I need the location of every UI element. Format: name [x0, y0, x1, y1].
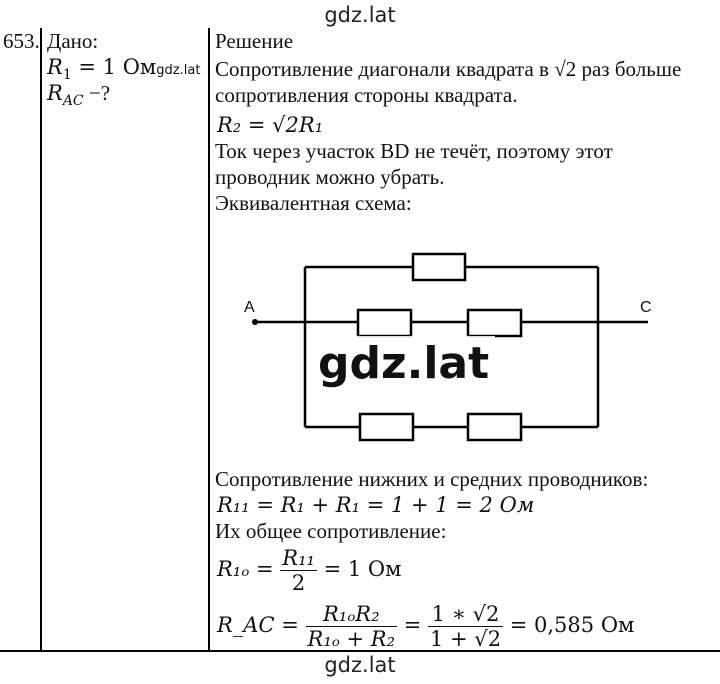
column-divider-2	[208, 28, 210, 652]
solution-line-1: Сопротивление диагонали квадрата в √2 раз больше	[215, 57, 682, 81]
inline-watermark: gdz.lat	[156, 63, 201, 78]
given-r1: $R_1 = 1$ Омgdz.lat	[47, 55, 201, 84]
solution-line-7: Их общее сопротивление:	[215, 519, 447, 543]
resistor-middle-1	[358, 310, 411, 336]
label-c: C	[640, 299, 652, 316]
solution-line-4: проводник можно убрать.	[215, 165, 445, 189]
solution-heading: Решение	[215, 29, 294, 53]
watermark-top: gdz.lat	[324, 3, 396, 27]
solution-line-5: Эквивалентная схема:	[215, 191, 412, 215]
solution-line-3: Ток через участок BD не течёт, поэтому этот	[215, 139, 613, 163]
resistor-bottom-1	[360, 414, 413, 440]
node-a	[252, 319, 258, 325]
resistor-bottom-2	[468, 414, 521, 440]
solution-line-6: Сопротивление нижних и средних проводников:	[215, 467, 649, 491]
problem-number: 653.	[3, 29, 40, 53]
watermark-center: gdz.lat	[312, 336, 495, 392]
column-divider-1	[40, 28, 42, 652]
equation-r11: R₁₁ = R₁ + R₁ = 1 + 1 = 2 Ом	[217, 493, 535, 517]
equation-rac: R_AC = $\frac{\text{R₁ₒR₂}}{\text{R₁ₒ + R₂}}$ = $\frac{1 ∗ √2}{1 + √2}$ = 0,585 Ом	[217, 602, 635, 651]
watermark-bottom: gdz.lat	[324, 653, 396, 677]
equation-r2: R₂ = √2R₁	[217, 113, 324, 137]
resistor-middle-2	[468, 310, 521, 336]
find-rac: $R_{AC}$ −?	[47, 81, 111, 110]
solution-line-2: сопротивления стороны квадрата.	[215, 83, 518, 107]
equation-r1o: R₁ₒ = $\frac{\text{R₁₁}}{2}$ = 1 Ом	[217, 546, 402, 595]
label-a: A	[244, 299, 255, 316]
given-label: Дано:	[47, 29, 99, 53]
resistor-top	[413, 254, 465, 280]
